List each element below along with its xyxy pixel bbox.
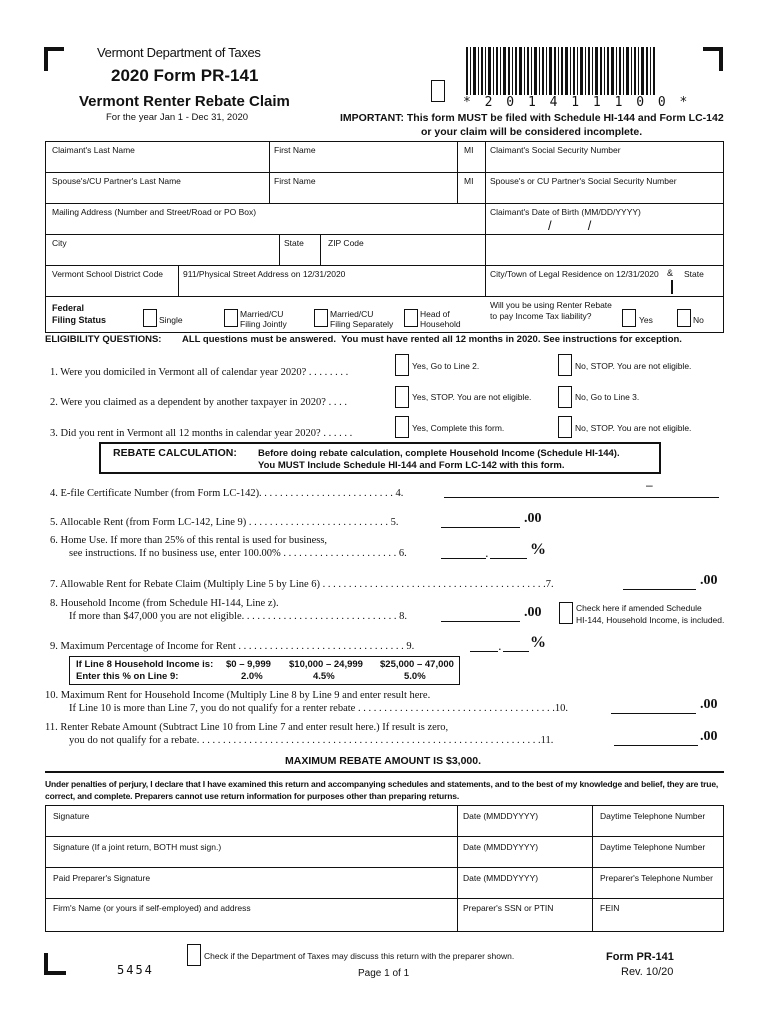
grid-row-divider [45,265,724,266]
line-5: 5. Allocable Rent (from Form LC-142, Line 9) . . . . . . . . . . . . . . . . . . . . . . . . . . . 5. [50,517,399,528]
income-percent-2: 4.5% [313,671,335,682]
line-11b: you do not qualify for a rebate. . . . . . . . . . . . . . . . . . . . . . . . . . . . . . . . . . . . . . . . . . . . . . . . . . . . . . . . . . . . . . . . . .11. [69,735,554,746]
line-8-decimal: .00 [524,605,542,620]
footer-form-id: Form PR-141 [606,951,674,963]
corner-mark-bottom-left [44,953,66,975]
line-9-input-fraction[interactable] [503,651,529,652]
discuss-with-preparer-label: Check if the Department of Taxes may discuss this return with the preparer shown. [204,951,515,961]
q3-yes-label: Yes, Complete this form. [412,423,505,433]
rebate-no-checkbox[interactable] [677,309,691,327]
mfj-checkbox[interactable] [224,309,238,327]
grid-row-divider [45,296,724,297]
line-11a: 11. Renter Rebate Amount (Subtract Line 10 from Line 7 and enter result here.) If result is zero, [45,722,449,733]
claimant-ssn-field[interactable]: Claimant's Social Security Number [490,145,621,155]
renter-rebate-question-2: to pay Income Tax liability? [490,311,592,321]
filing-status-label-1: Federal [52,303,85,313]
single-checkbox[interactable] [143,309,157,327]
form-title: 2020 Form PR-141 [111,66,259,85]
preparer-ssn-field[interactable]: Preparer's SSN or PTIN [463,903,554,913]
line-9-percent: % [530,634,546,651]
q1-no-label: No, STOP. You are not eligible. [575,361,692,371]
line-7-decimal: .00 [700,573,718,588]
first-name-field[interactable]: First Name [274,145,316,155]
line-8a: 8. Household Income (from Schedule HI-144, Line z). [50,598,279,609]
rebate-calculation-line-1: Before doing rebate calculation, complete Household Income (Schedule HI-144). [258,448,620,459]
line-5-decimal: .00 [524,511,542,526]
single-label: Single [159,315,183,325]
q2-no-label: No, Go to Line 3. [575,392,640,402]
line-9-input-whole[interactable] [470,651,498,652]
q2-yes-checkbox[interactable] [395,386,409,408]
school-district-field[interactable]: Vermont School District Code [52,269,164,279]
claimant-info-grid [45,141,724,333]
perjury-statement-1: Under penalties of perjury, I declare that I have examined this return and accompanying schedules and statements, and to the best of my knowledge and belief, they are true, [45,779,719,789]
q1-yes-checkbox[interactable] [395,354,409,376]
grid-col [320,234,321,265]
line-10-decimal: .00 [700,697,718,712]
spouse-ssn-field[interactable]: Spouse's or CU Partner's Social Security Number [490,176,677,186]
line-6-percent: % [530,541,546,558]
income-percent-3: 5.0% [404,671,426,682]
line-6-input-whole[interactable] [441,558,486,559]
form-code: 5454 [117,963,154,977]
page-number: Page 1 of 1 [358,968,410,979]
line-5-input[interactable] [441,527,520,528]
hoh-label-1: Head of [420,309,450,319]
mfs-checkbox[interactable] [314,309,328,327]
mfj-label-2: Filing Jointly [240,319,287,329]
sig-row-divider [45,836,724,837]
line-7: 7. Allowable Rent for Rebate Claim (Multiply Line 5 by Line 6) . . . . . . . . . . . . . . . . . . . . . . . . . . . . . . . . . . . . . . . . . . .7. [50,579,554,590]
department-name: Vermont Department of Taxes [97,45,261,60]
form-name: Vermont Renter Rebate Claim [79,93,290,110]
hoh-checkbox[interactable] [404,309,418,327]
grid-col [485,141,486,296]
state-tick [671,280,673,294]
line-10b: If Line 10 is more than Line 7, you do not qualify for a renter rebate . . . . . . . . . . . . . . . . . . . . . . . . . . . . . . . . . . . . . .10. [69,703,568,714]
q2-yes-label: Yes, STOP. You are not eligible. [412,392,532,402]
important-notice-1: IMPORTANT: This form MUST be filed with Schedule HI-144 and Form LC-142 [340,112,724,124]
rebate-no-label: No [693,315,704,325]
mi-field[interactable]: MI [464,145,474,155]
joint-phone-field[interactable]: Daytime Telephone Number [600,842,706,852]
amended-schedule-checkbox[interactable] [559,602,573,624]
line-11-decimal: .00 [700,729,718,744]
grid-col [178,265,179,296]
line-11-input[interactable] [614,745,698,746]
footer-revision: Rev. 10/20 [621,966,674,978]
zip-field[interactable]: ZIP Code [328,238,364,248]
ampersand: & [667,268,674,278]
line-6a: 6. Home Use. If more than 25% of this rental is used for business, [50,535,328,546]
line-8b: If more than $47,000 you are not eligible. . . . . . . . . . . . . . . . . . . . . . . . . . . . . . 8. [69,611,407,622]
daytime-phone-field[interactable]: Daytime Telephone Number [600,811,706,821]
barcode-number: * 2 0 1 4 1 1 1 0 0 * [463,95,691,110]
physical-address-field[interactable]: 911/Physical Street Address on 12/31/2020 [183,269,346,279]
line-6-dot: . [485,545,489,560]
income-range-2: $10,000 – 24,999 [289,659,363,670]
grid-col [279,234,280,265]
rebate-yes-checkbox[interactable] [622,309,636,327]
city-field[interactable]: City [52,238,67,248]
q2-no-checkbox[interactable] [558,386,572,408]
signature-date-field[interactable]: Date (MMDDYYYY) [463,811,539,821]
discuss-with-preparer-checkbox[interactable] [187,944,201,966]
dob-slashes: / / [548,218,592,233]
town-residence-field[interactable]: City/Town of Legal Residence on 12/31/2020 [490,269,659,279]
rebate-calculation-heading: REBATE CALCULATION: [113,447,237,459]
preparer-signature-field[interactable]: Paid Preparer's Signature [53,873,151,883]
barcode-image [466,47,656,95]
income-table-label-2: Enter this % on Line 9: [76,671,179,682]
sig-row-divider [45,867,724,868]
question-1: 1. Were you domiciled in Vermont all of calendar year 2020? . . . . . . . . [50,367,349,378]
spouse-first-name-field[interactable]: First Name [274,176,316,186]
signature-field[interactable]: Signature [53,811,90,821]
line-4-input[interactable] [444,497,719,498]
max-rebate-note: MAXIMUM REBATE AMOUNT IS $3,000. [285,755,482,767]
line-6-input-fraction[interactable] [490,558,527,559]
q3-no-label: No, STOP. You are not eligible. [575,423,692,433]
state2-field[interactable]: State [684,269,704,279]
line-8-input[interactable] [441,621,520,622]
spouse-mi-field[interactable]: MI [464,176,474,186]
q3-yes-checkbox[interactable] [395,416,409,438]
rebate-yes-label: Yes [639,315,653,325]
joint-date-field[interactable]: Date (MMDDYYYY) [463,842,539,852]
income-range-3: $25,000 – 47,000 [380,659,454,670]
line-7-input[interactable] [623,589,696,590]
corner-mark-top-right [703,47,723,71]
preparer-phone-field[interactable]: Preparer's Telephone Number [600,873,713,883]
line-9: 9. Maximum Percentage of Income for Rent . . . . . . . . . . . . . . . . . . . . . . . . . . . . . . . . 9. [50,641,415,652]
q3-no-checkbox[interactable] [558,416,572,438]
grid-col [457,141,458,203]
barcode-check-box[interactable] [431,80,445,102]
mfs-label-2: Filing Separately [330,319,394,329]
preparer-date-field[interactable]: Date (MMDDYYYY) [463,873,539,883]
line-9-dot: . [498,638,502,653]
grid-row-divider [45,172,724,173]
eligibility-heading: ELIGIBILITY QUESTIONS: [45,334,162,345]
income-range-1: $0 – 9,999 [226,659,271,670]
question-3: 3. Did you rent in Vermont all 12 months in calendar year 2020? . . . . . . [50,428,353,439]
joint-signature-field[interactable]: Signature (If a joint return, BOTH must sign.) [53,842,222,852]
sig-col-divider [457,805,458,932]
corner-mark-top-left [44,47,64,71]
line-4-dash: – [646,478,653,492]
line-10-input[interactable] [611,713,696,714]
eligibility-note: ALL questions must be answered. You must have rented all 12 months in 2020. See instructions for exception. [182,334,682,345]
rebate-calculation-line-2: You MUST Include Schedule HI-144 and Form LC-142 with this form. [258,460,565,471]
hoh-label-2: Household [420,319,461,329]
question-2: 2. Were you claimed as a dependent by another taxpayer in 2020? . . . . [50,397,347,408]
income-table-label-1: If Line 8 Household Income is: [76,659,214,670]
claimant-last-name-field[interactable]: Claimant's Last Name [52,145,135,155]
filing-status-label-2: Filing Status [52,315,106,325]
income-percent-1: 2.0% [241,671,263,682]
sig-row-divider [45,898,724,899]
sig-col-divider [592,805,593,932]
fein-field[interactable]: FEIN [600,903,620,913]
section-divider [45,771,724,773]
amended-schedule-label-1: Check here if amended Schedule [576,603,702,613]
grid-col [269,141,270,203]
line-10a: 10. Maximum Rent for Household Income (Multiply Line 8 by Line 9 and enter result here. [45,690,431,701]
line-4: 4. E-file Certificate Number (from Form LC-142). . . . . . . . . . . . . . . . . . . . . . . . . . 4. [50,488,404,499]
line-6b: see instructions. If no business use, enter 100.00% . . . . . . . . . . . . . . . . . . . . . . 6. [69,548,407,559]
grid-row-divider [45,203,724,204]
perjury-statement-2: correct, and complete. Preparers cannot use return information for purposes other than preparing returns. [45,791,460,801]
mfs-label-1: Married/CU [330,309,374,319]
mailing-address-field[interactable]: Mailing Address (Number and Street/Road or PO Box) [52,207,257,217]
firm-name-field[interactable]: Firm's Name (or yours if self-employed) and address [53,903,251,913]
grid-row-divider [45,234,724,235]
renter-rebate-question-1: Will you be using Renter Rebate [490,300,612,310]
state-field[interactable]: State [284,238,304,248]
dob-field[interactable]: Claimant's Date of Birth (MM/DD/YYYY) [490,207,641,217]
important-notice-2: or your claim will be considered incomplete. [421,126,643,138]
q1-no-checkbox[interactable] [558,354,572,376]
amended-schedule-label-2: HI-144, Household Income, is included. [576,615,725,625]
tax-year: For the year Jan 1 - Dec 31, 2020 [106,112,249,123]
spouse-last-name-field[interactable]: Spouse's/CU Partner's Last Name [52,176,181,186]
q1-yes-label: Yes, Go to Line 2. [412,361,480,371]
mfj-label-1: Married/CU [240,309,284,319]
